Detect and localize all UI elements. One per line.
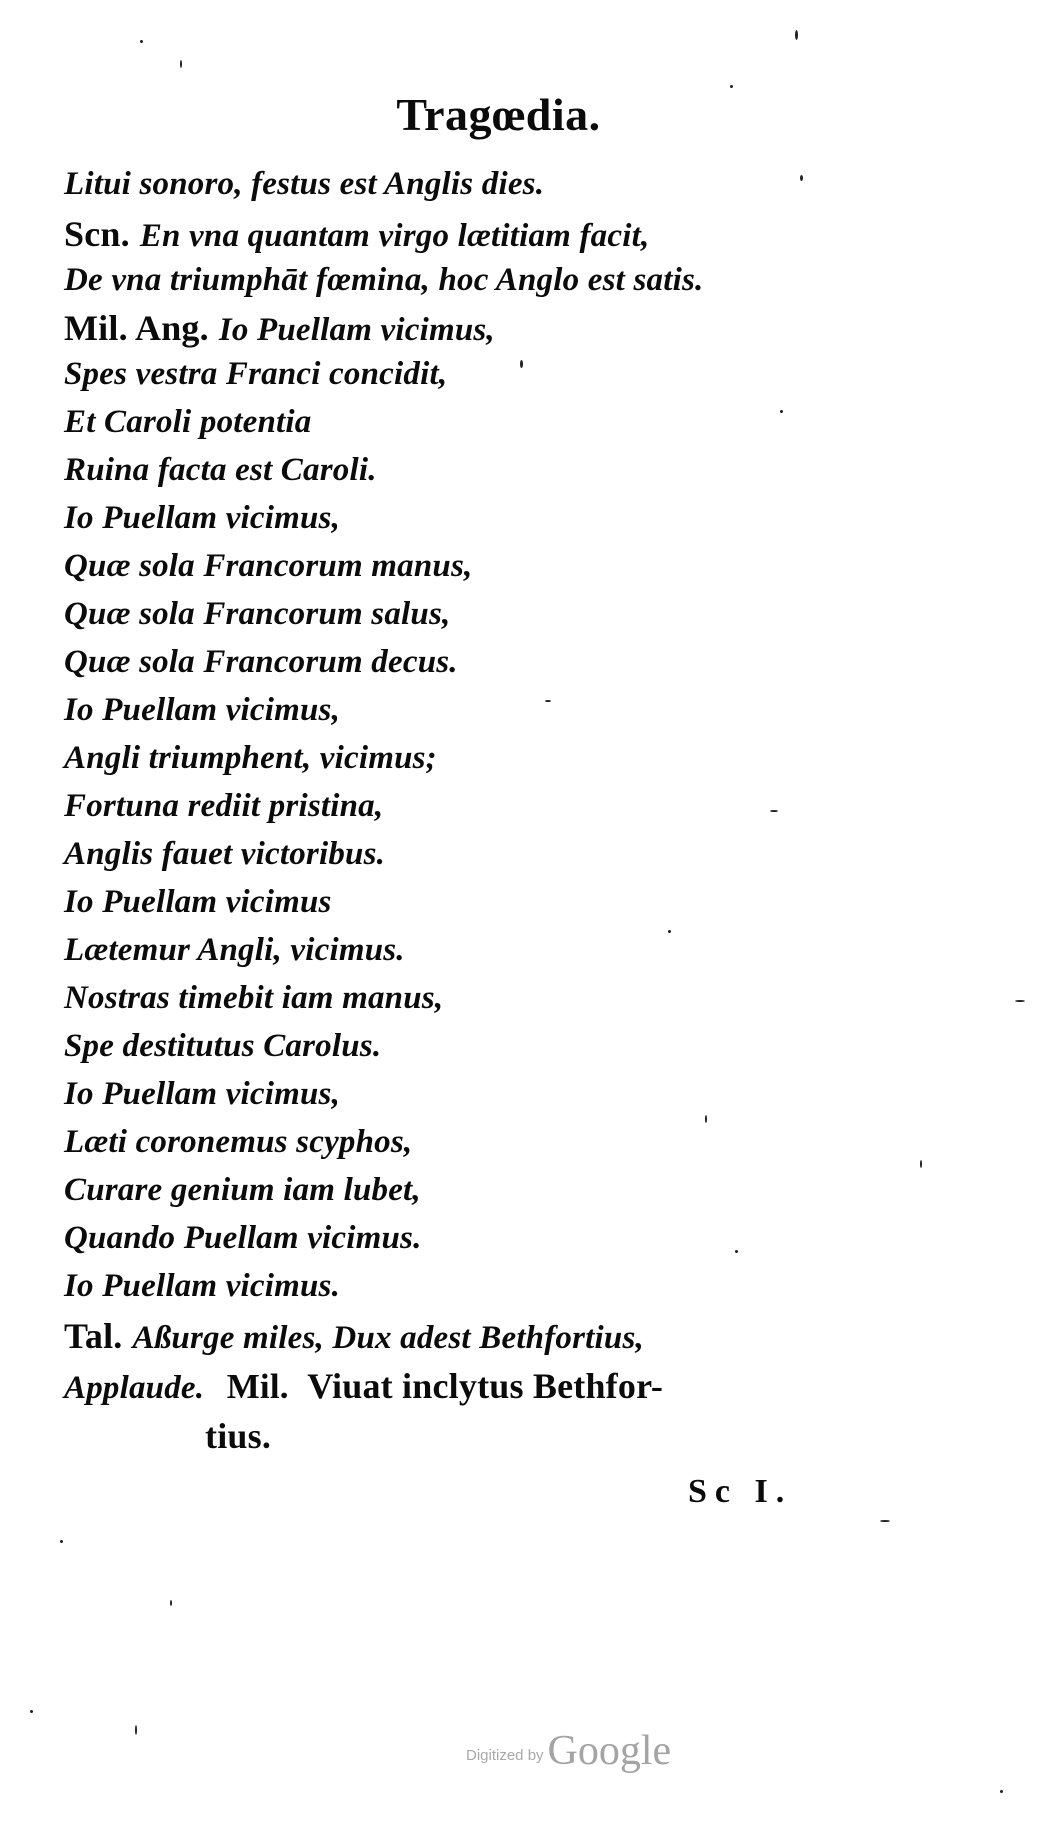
verse-line: Nostras timebit iam manus, xyxy=(64,980,444,1016)
speaker-label: Tal. xyxy=(64,1316,123,1356)
google-logo: Google xyxy=(547,1728,672,1774)
scan-speck xyxy=(30,1710,33,1713)
catchword: Sc I. xyxy=(688,1473,793,1510)
verse-line: Io Puellam vicimus, xyxy=(64,1076,341,1112)
scan-speck xyxy=(705,1115,707,1123)
verse-line: Spes vestra Franci concidit, xyxy=(64,356,448,392)
verse-line: Scn. En vna quantam virgo lætitiam facit, xyxy=(64,214,650,254)
scan-speck xyxy=(140,40,143,43)
running-head-text: Tragœdia. xyxy=(396,89,601,140)
watermark-prefix: Digitized by xyxy=(466,1747,544,1764)
verse-line: Et Caroli potentia xyxy=(64,404,312,440)
scan-speck xyxy=(545,700,551,702)
verse-line: Spe destitutus Carolus. xyxy=(64,1028,382,1064)
verse-line: Lætemur Angli, vicimus. xyxy=(64,932,405,968)
speaker-label: Scn. xyxy=(64,214,130,254)
scan-speck xyxy=(170,1600,172,1606)
verse-line: Anglis fauet victoribus. xyxy=(64,836,386,872)
scan-speck xyxy=(1015,1000,1025,1002)
scan-speck xyxy=(735,1250,738,1253)
verse-line: Litui sonoro, festus est Anglis dies. xyxy=(64,166,545,202)
verse-line: Læti coronemus scyphos, xyxy=(64,1124,413,1160)
verse-line: Curare genium iam lubet, xyxy=(64,1172,421,1208)
verse-line-continuation: tius. xyxy=(205,1416,272,1456)
verse-line: Quando Puellam vicimus. xyxy=(64,1220,422,1256)
speaker-label: Mil. Ang. xyxy=(64,308,209,348)
verse-line: Io Puellam vicimus, xyxy=(64,692,341,728)
scan-speck xyxy=(1000,1790,1003,1793)
scan-speck xyxy=(60,1540,63,1543)
verse-line: Fortuna rediit pristina, xyxy=(64,788,384,824)
scan-speck xyxy=(770,810,778,812)
scan-speck xyxy=(800,175,803,181)
verse-line: Tal. Aßurge miles, Dux adest Bethfortius, xyxy=(64,1316,644,1356)
verse-line: Quæ sola Francorum manus, xyxy=(64,548,473,584)
speaker-label: Mil. xyxy=(226,1367,289,1406)
scan-speck xyxy=(135,1725,137,1735)
verse-line: De vna triumphāt fœmina, hoc Anglo est satis. xyxy=(64,262,704,298)
verse-line: Quæ sola Francorum decus. xyxy=(64,644,458,680)
verse-line-final: Applaude. Mil. Viuat inclytus Bethfor- xyxy=(64,1366,664,1406)
scan-speck xyxy=(730,85,733,88)
scan-speck xyxy=(180,60,182,68)
scan-speck xyxy=(795,30,798,40)
verse-line: Io Puellam vicimus xyxy=(64,884,332,920)
verse-line: Io Puellam vicimus, xyxy=(64,500,341,536)
scan-speck xyxy=(668,930,671,933)
scan-speck xyxy=(880,1520,890,1522)
verse-line: Quæ sola Francorum salus, xyxy=(64,596,451,632)
verse-line: Mil. Ang. Io Puellam vicimus, xyxy=(64,308,495,348)
scan-speck xyxy=(920,1160,922,1168)
scan-speck xyxy=(780,410,783,413)
scan-speck xyxy=(520,360,523,368)
verse-line: Io Puellam vicimus. xyxy=(64,1268,341,1304)
verse-line: Ruina facta est Caroli. xyxy=(64,452,377,488)
digitized-by-watermark xyxy=(466,1730,671,1772)
verse-line: Angli triumphent, vicimus; xyxy=(64,740,437,776)
